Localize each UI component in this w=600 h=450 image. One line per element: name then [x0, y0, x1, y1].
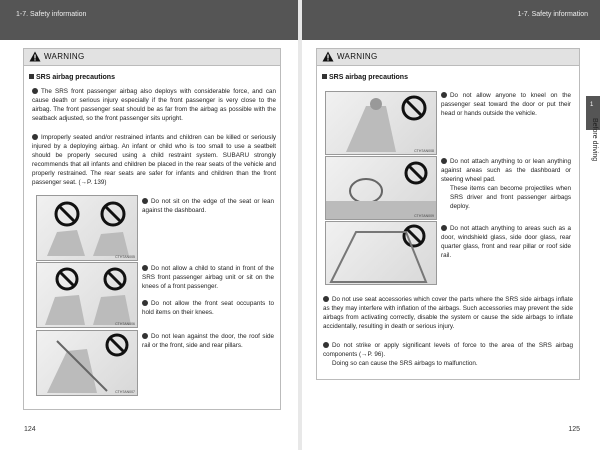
- bullet-icon: [323, 296, 329, 302]
- bullet-icon: [32, 88, 38, 94]
- no-sign-icon: [326, 157, 436, 219]
- right-bullet-3: Do not attach anything to areas such as a door, windshield glass, side door glass, rear quarter glass, front and rear pillar or roof side rail.: [441, 225, 571, 259]
- image-code: CTH7AN008: [414, 149, 434, 153]
- right-bullet-2-note: These items can become projectiles when SRS driver and front passenger airbags deploy.: [450, 185, 571, 210]
- image-code: CTH7AN007: [115, 390, 135, 394]
- left-section-title-text: SRS airbag precautions: [36, 74, 115, 81]
- right-header-title: 1-7. Safety information: [517, 11, 588, 18]
- right-bullet-2: Do not attach anything to or lean anything against areas such as the dashboard or steering wheel pad. These items can become projectiles when SRS driver and front passenger airbags deploy.: [441, 158, 571, 210]
- illustration-seat-edge: [36, 195, 138, 261]
- image-code: CTH7AN009: [414, 214, 434, 218]
- bullet-icon: [142, 333, 148, 339]
- image-code: CTH7AN006: [115, 322, 135, 326]
- left-page: [0, 0, 298, 450]
- no-sign-icon: [37, 263, 137, 327]
- left-warning-label: WARNING: [44, 52, 85, 61]
- right-bullet-4: Do not use seat accessories which cover the parts where the SRS side airbags inflate as they may interfere with inflation of the airbags. Such accessories may prevent the side airbags from activating correctly, disable the system or cause the side airbags to inflate accidentally, resulting in death or serious injury.: [323, 296, 573, 330]
- illustration-leaning-door: [36, 330, 138, 396]
- warning-icon: [322, 51, 334, 62]
- bullet-icon: [441, 158, 447, 164]
- bullet-icon: [441, 225, 447, 231]
- illustration-dashboard: [325, 156, 437, 220]
- bullet-icon: [323, 342, 329, 348]
- left-bullet-4: Do not lean against the door, the roof side rail or the front, side and rear pillars.: [142, 333, 274, 349]
- right-bullet-5: Do not strike or apply significant levels of force to the area of the SRS airbag components (→P. 96). Doing so can cause the SRS airbags to malfunction.: [323, 342, 573, 367]
- left-warning-bar: [24, 49, 280, 66]
- left-bullet-2: Do not allow a child to stand in front of the SRS front passenger airbag unit or sit on the knees of a front passenger.: [142, 265, 274, 290]
- left-warning-box: [23, 48, 281, 410]
- right-bullet-5-note: Doing so can cause the SRS airbags to malfunction.: [332, 360, 478, 367]
- bullet-icon: [142, 198, 148, 204]
- chapter-tab-number: 1: [590, 102, 594, 108]
- left-header-title: 1-7. Safety information: [16, 11, 87, 18]
- left-header: [0, 0, 298, 40]
- left-bullet-3: Do not allow the front seat occupants to hold items on their knees.: [142, 300, 274, 316]
- left-bullet-1: Do not sit on the edge of the seat or lean against the dashboard.: [142, 198, 274, 214]
- no-sign-icon: [326, 222, 436, 284]
- right-section-title-text: SRS airbag precautions: [329, 74, 408, 81]
- bullet-icon: [441, 92, 447, 98]
- illustration-kneeling-passenger: [325, 91, 437, 155]
- warning-icon: [29, 51, 41, 62]
- left-paragraph-2: Improperly seated and/or restrained infants and children can be killed or seriously injured by a deploying airbag. An infant or child who is too small to use a seatbelt should be properly secured using a child restraint system. SUBARU strongly recommends that all infants and children be placed in the rear seats of the vehicle and properly restrained. The rear seats are safer for infants and children than the front passenger seat. (→P. 139): [32, 134, 276, 186]
- right-page-number: 125: [568, 426, 580, 433]
- no-sign-icon: [37, 331, 137, 395]
- right-warning-bar: [317, 49, 579, 66]
- right-section-title: [322, 74, 408, 81]
- illustration-window-pillar: [325, 221, 437, 285]
- chapter-side-label: Before driving: [591, 118, 598, 162]
- right-bullet-1: Do not allow anyone to kneel on the passenger seat toward the door or put their head or hands outside the vehicle.: [441, 92, 571, 117]
- right-warning-box: [316, 48, 580, 380]
- bullet-icon: [32, 134, 38, 140]
- right-page: [302, 0, 600, 450]
- image-code: CTH7AN005: [115, 255, 135, 259]
- left-page-number: 124: [24, 426, 36, 433]
- right-header: [302, 0, 600, 40]
- no-sign-icon: [326, 92, 436, 154]
- no-sign-icon: [37, 196, 137, 260]
- bullet-icon: [142, 265, 148, 271]
- bullet-icon: [142, 300, 148, 306]
- right-warning-label: WARNING: [337, 52, 378, 61]
- illustration-child-standing: [36, 262, 138, 328]
- left-section-title: [29, 74, 115, 81]
- left-paragraph-1: The SRS front passenger airbag also deploys with considerable force, and can cause death or serious injury especially if the front passenger is very close to the airbag. The front passenger seat should be as far from the airbag as possible with the seatback adjusted, so the front passenger sits upright.: [32, 88, 276, 122]
